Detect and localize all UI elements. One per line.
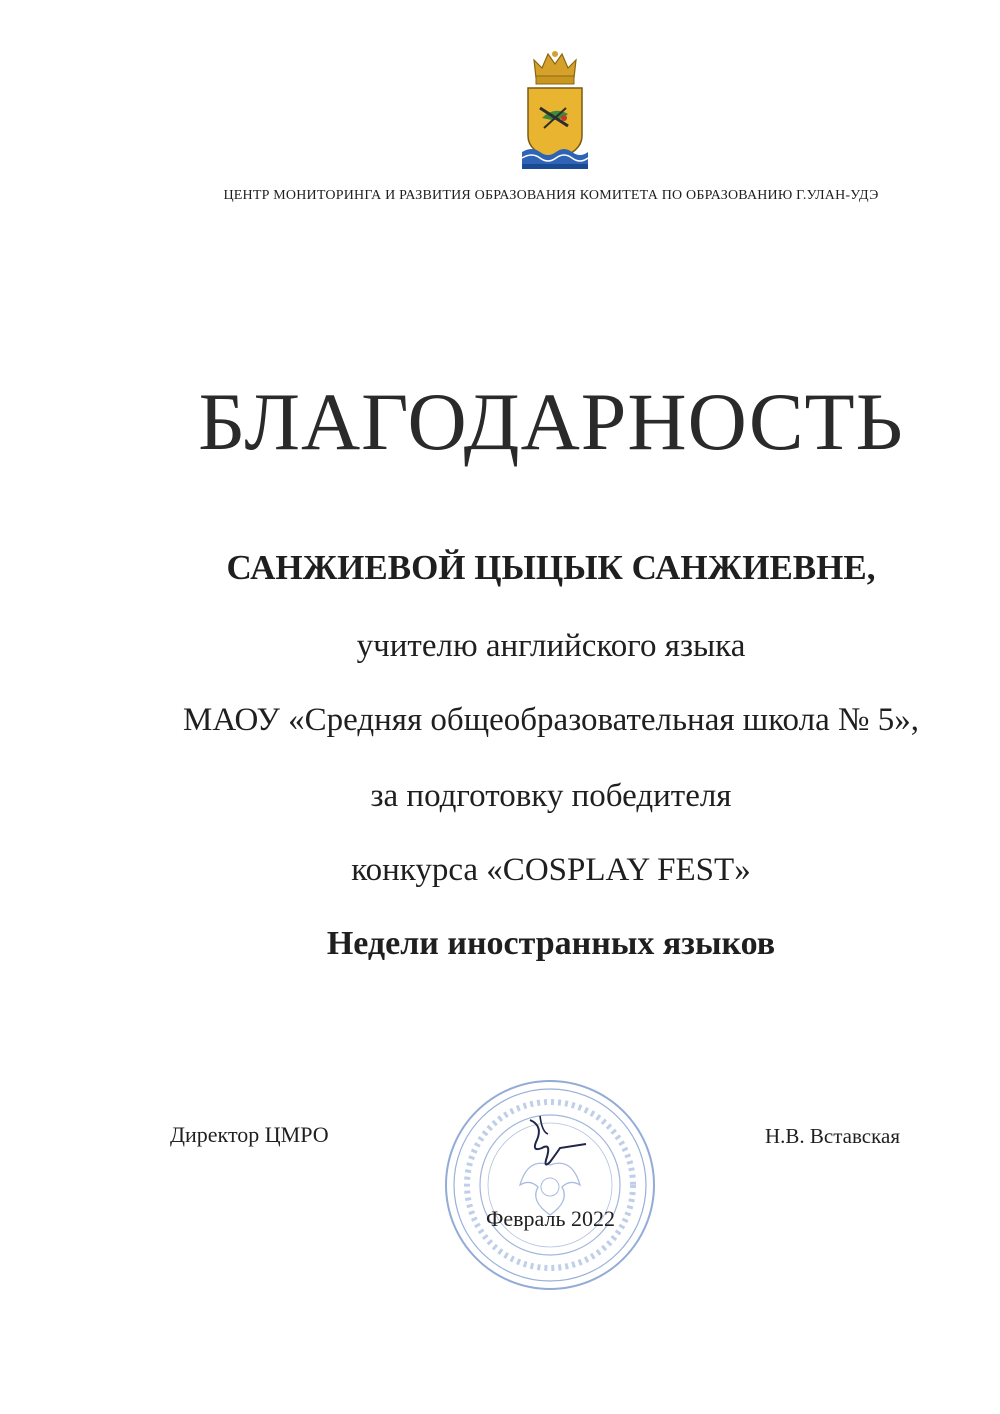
coat-of-arms-icon (518, 48, 592, 172)
official-stamp-icon (440, 1075, 660, 1295)
director-title: Директор ЦМРО (170, 1122, 329, 1147)
recipient-name: САНЖИЕВОЙ ЦЫЦЫК САНЖИЕВНЕ, (226, 548, 876, 587)
school-name: МАОУ «Средняя общеобразовательная школа № 5», (183, 702, 919, 738)
contest-name: конкурса «COSPLAY FEST» (351, 852, 751, 888)
award-reason: за подготовку победителя (370, 778, 732, 814)
certificate-title: БЛАГОДАРНОСТЬ (198, 376, 904, 467)
organization-name: ЦЕНТР МОНИТОРИНГА И РАЗВИТИЯ ОБРАЗОВАНИЯ КОМИТЕТА ПО ОБРАЗОВАНИЮ Г.УЛАН-УДЭ (223, 188, 879, 203)
director-name: Н.В. Вставская (765, 1124, 900, 1148)
event-name: Недели иностранных языков (326, 925, 776, 962)
issue-date: Февраль 2022 (486, 1206, 616, 1231)
signature-icon (522, 1112, 592, 1172)
recipient-position: учителю английского языка (356, 628, 746, 664)
